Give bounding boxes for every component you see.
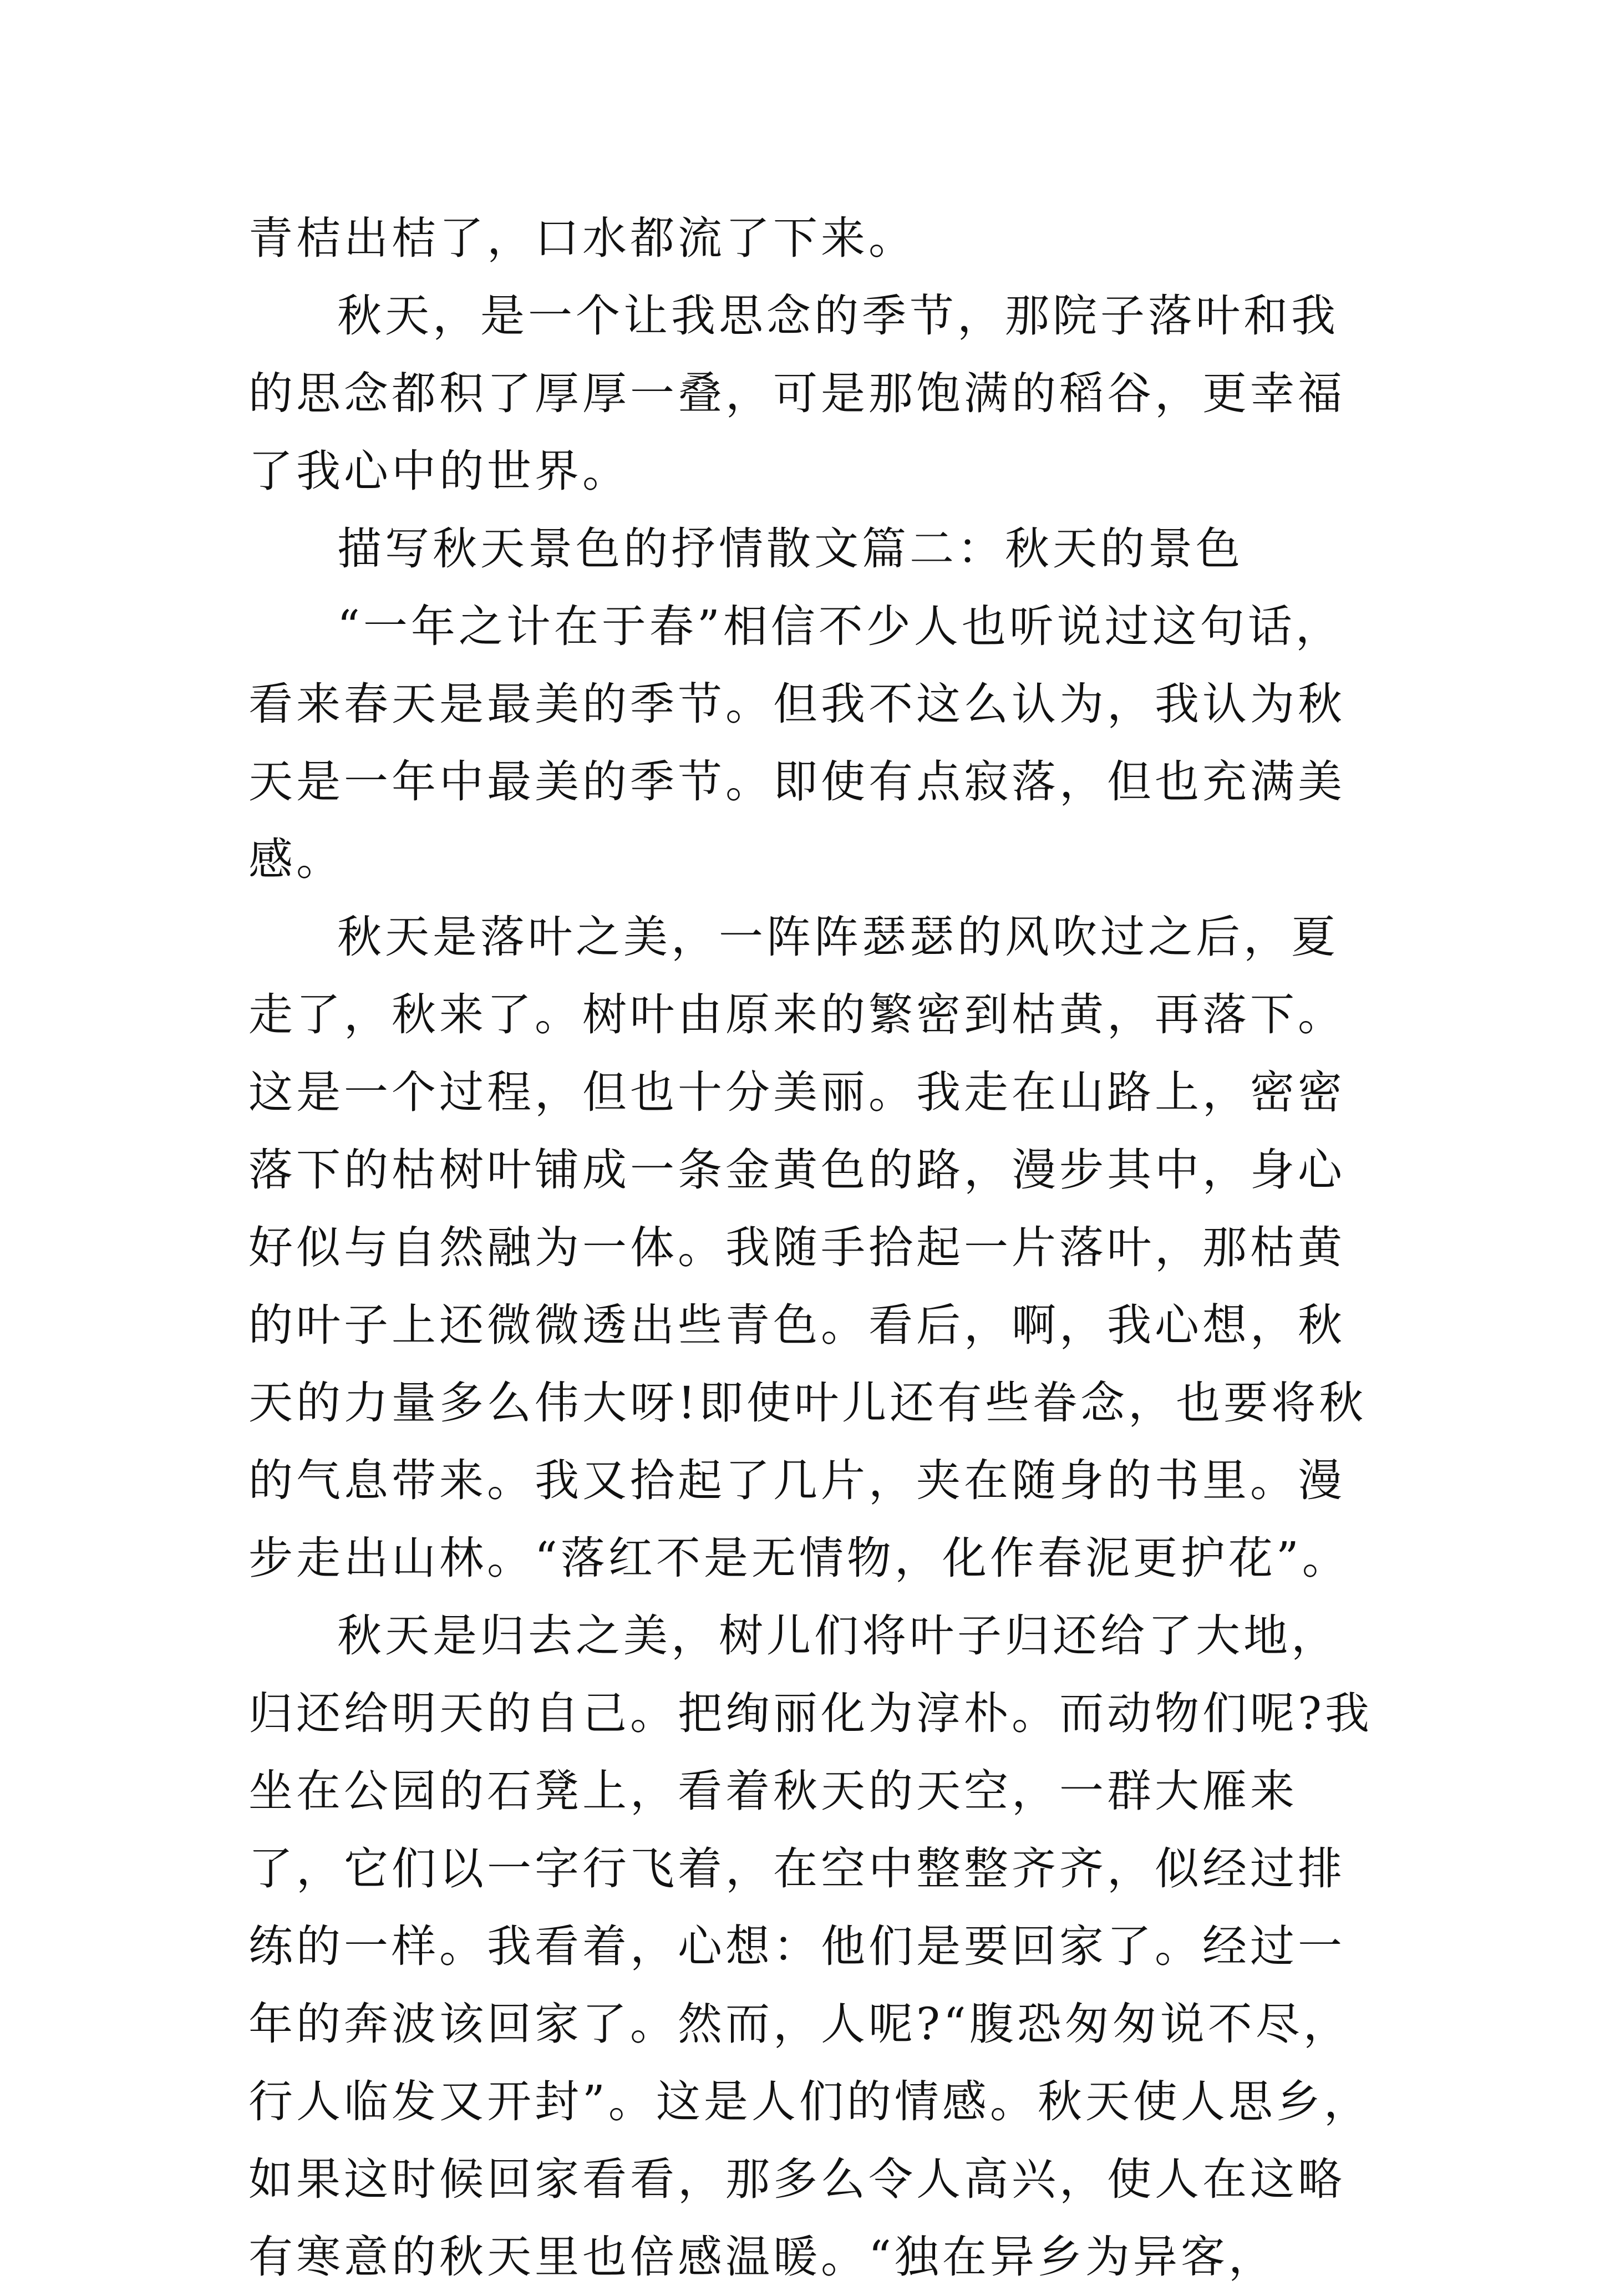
paragraph: 秋天是归去之美，树儿们将叶子归还给了大地，归还给明天的自己。把绚丽化为淳朴。而动物们呢?我坐在公园的石凳上，看着秋天的天空，一群大雁来了，它们以一字行飞着，在空中整整齐齐，似经过排练的一样。我看着，心想：他们是要回家了。经过一年的奔波该回家了。然而，人呢?“腹恐匆匆说不尽，行人临发又开封”。这是人们的情感。秋天使人思乡，如果这时候回家看看，那多么令人高兴，使人在这略有寒意的秋天里也倍感温暖。“独在异乡为异客，	[248, 1610, 1373, 2283]
paragraph: 青桔出桔了，口水都流了下来。	[248, 212, 916, 264]
paragraph: 秋天是落叶之美，一阵阵瑟瑟的风吹过之后，夏走了，秋来了。树叶由原来的繁密到枯黄，再落下。这是一个过程，但也十分美丽。我走在山路上，密密落下的枯树叶铺成一条金黄色的路，漫步其中，身心好似与自然融为一体。我随手拾起一片落叶，那枯黄的叶子上还微微透出些青色。看后，啊，我心想，秋天的力量多么伟大呀!即使叶儿还有些眷念，也要将秋的气息带来。我又拾起了几片，夹在随身的书里。漫步走出山林。“落红不是无情物，化作春泥更护花”。	[248, 911, 1367, 1584]
paragraph: 秋天，是一个让我思念的季节，那院子落叶和我的思念都积了厚厚一叠，可是那饱满的稻谷，更幸福了我心中的世界。	[248, 290, 1345, 497]
paragraph: “一年之计在于春”相信不少人也听说过这句话，看来春天是最美的季节。但我不这么认为，我认为秋天是一年中最美的季节。即使有点寂落，但也充满美感。	[248, 601, 1345, 885]
section-heading: 描写秋天景色的抒情散文篇二：秋天的景色	[337, 523, 1243, 575]
document-body	[248, 200, 1385, 2296]
